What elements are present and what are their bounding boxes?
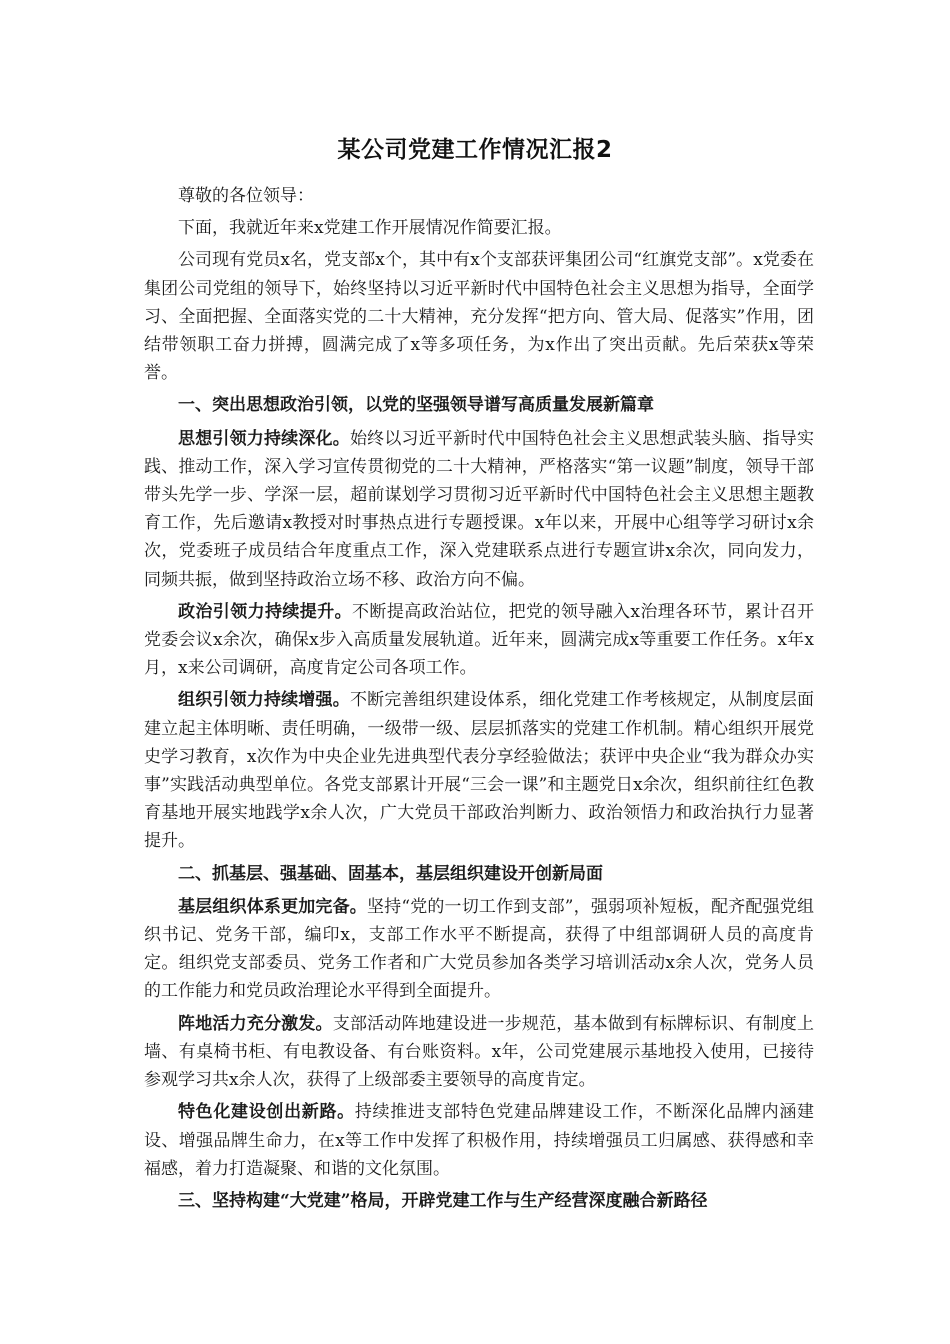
paragraph-lead: 基层组织体系更加完备。: [178, 896, 367, 917]
document-title: 某公司党建工作情况汇报2: [337, 137, 613, 163]
paragraph-text: 始终以习近平新时代中国特色社会主义思想武装头脑、指导实践、推动工作，深入学习宣传贯彻党的二十大精神，严格落实“第一议题”制度，领导干部带头先学一步、学深一层，超前谋划学习贯彻习近平新时代中国特色社会主义思想主题教育工作，先后邀请x教授对时事热点进行专题授课。x年以来，开展中心组等学习研讨x余次，党委班子成员结合年度重点工作，深入党建联系点进行专题宣讲x余次，同向发力，同频共振，做到坚持政治立场不移、政治方向不偏。: [144, 428, 815, 590]
salutation: 尊敬的各位领导：: [178, 186, 314, 206]
overview-paragraph: 公司现有党员x名，党支部x个，其中有x个支部获评集团公司“红旗党支部”。x党委在集团公司党组的领导下，始终坚持以习近平新时代中国特色社会主义思想为指导，全面学习、全面把握、全面落实党的二十大精神，充分发挥“把方向、管大局、促落实”作用，团结带领职工奋力拼搏，圆满完成了x等多项任务，为x作出了突出贡献。先后荣获x等荣誉。: [144, 250, 814, 384]
paragraph-lead: 特色化建设创出新路。: [178, 1102, 355, 1123]
paragraph-lead: 思想引领力持续深化。: [178, 428, 350, 449]
paragraph-text: 支部活动阵地建设进一步规范，基本做到有标牌标识、有制度上墙、有桌椅书柜、有电教设备、有台账资料。x年，公司党建展示基地投入使用，已接待参观学习共x余人次，获得了上级部委主要领导的高度肯定。: [144, 1013, 814, 1091]
paragraph-text: 坚持“党的一切工作到支部”，强弱项补短板，配齐配强党组织书记、党务干部，编印x，支部工作水平不断提高，获得了中组部调研人员的高度肯定。组织党支部委员、党务工作者和广大党员参加各类学习培训活动x余人次，党务人员的工作能力和党员政治理论水平得到全面提升。: [144, 896, 814, 1002]
section-heading-1: 一、突出思想政治引领，以党的坚强领导谱写高质量发展新篇章: [178, 395, 654, 416]
paragraph-lead: 阵地活力充分激发。: [178, 1013, 333, 1034]
intro-paragraph: 下面，我就近年来x党建工作开展情况作简要汇报。: [178, 218, 562, 239]
paragraph-text: 持续推进支部特色党建品牌建设工作，不断深化品牌内涵建设、增强品牌生命力，在x等工作中发挥了积极作用，持续增强员工归属感、获得感和幸福感，着力打造凝聚、和谐的文化氛围。: [144, 1102, 815, 1179]
document-body: [144, 182, 814, 1219]
body-paragraph: [144, 1010, 814, 1095]
paragraph-text: 不断提高政治站位，把党的领导融入x治理各环节，累计召开党委会议x余次，确保x步入高质量发展轨道。近年来，圆满完成x等重要工作任务。x年x月，x来公司调研，高度肯定公司各项工作。: [144, 601, 815, 679]
body-paragraph: [144, 1098, 814, 1183]
body-paragraph: [144, 598, 814, 683]
body-paragraph: [144, 893, 814, 1006]
paragraph-lead: 政治引领力持续提升。: [178, 601, 353, 622]
section-heading-2: 二、抓基层、强基础、固基本，基层组织建设开创新局面: [178, 863, 603, 884]
paragraph-text: 不断完善组织建设体系，细化党建工作考核规定，从制度层面建立起主体明晰、责任明确，一级带一级、层层抓落实的党建工作机制。精心组织开展党史学习教育，x次作为中央企业先进典型代表分享经验做法；获评中央企业“我为群众办实事”实践活动典型单位。各党支部累计开展“三会一课”和主题党日x余次，组织前往红色教育基地开展实地践学x余人次，广大党员干部政治判断力、政治领悟力和政治执行力显著提升。: [144, 690, 815, 852]
body-paragraph: [144, 686, 814, 855]
section-heading-3: 三、坚持构建“大党建”格局，开辟党建工作与生产经营深度融合新路径: [178, 1190, 708, 1211]
body-paragraph: [144, 425, 814, 594]
paragraph-lead: 组织引领力持续增强。: [178, 690, 350, 711]
